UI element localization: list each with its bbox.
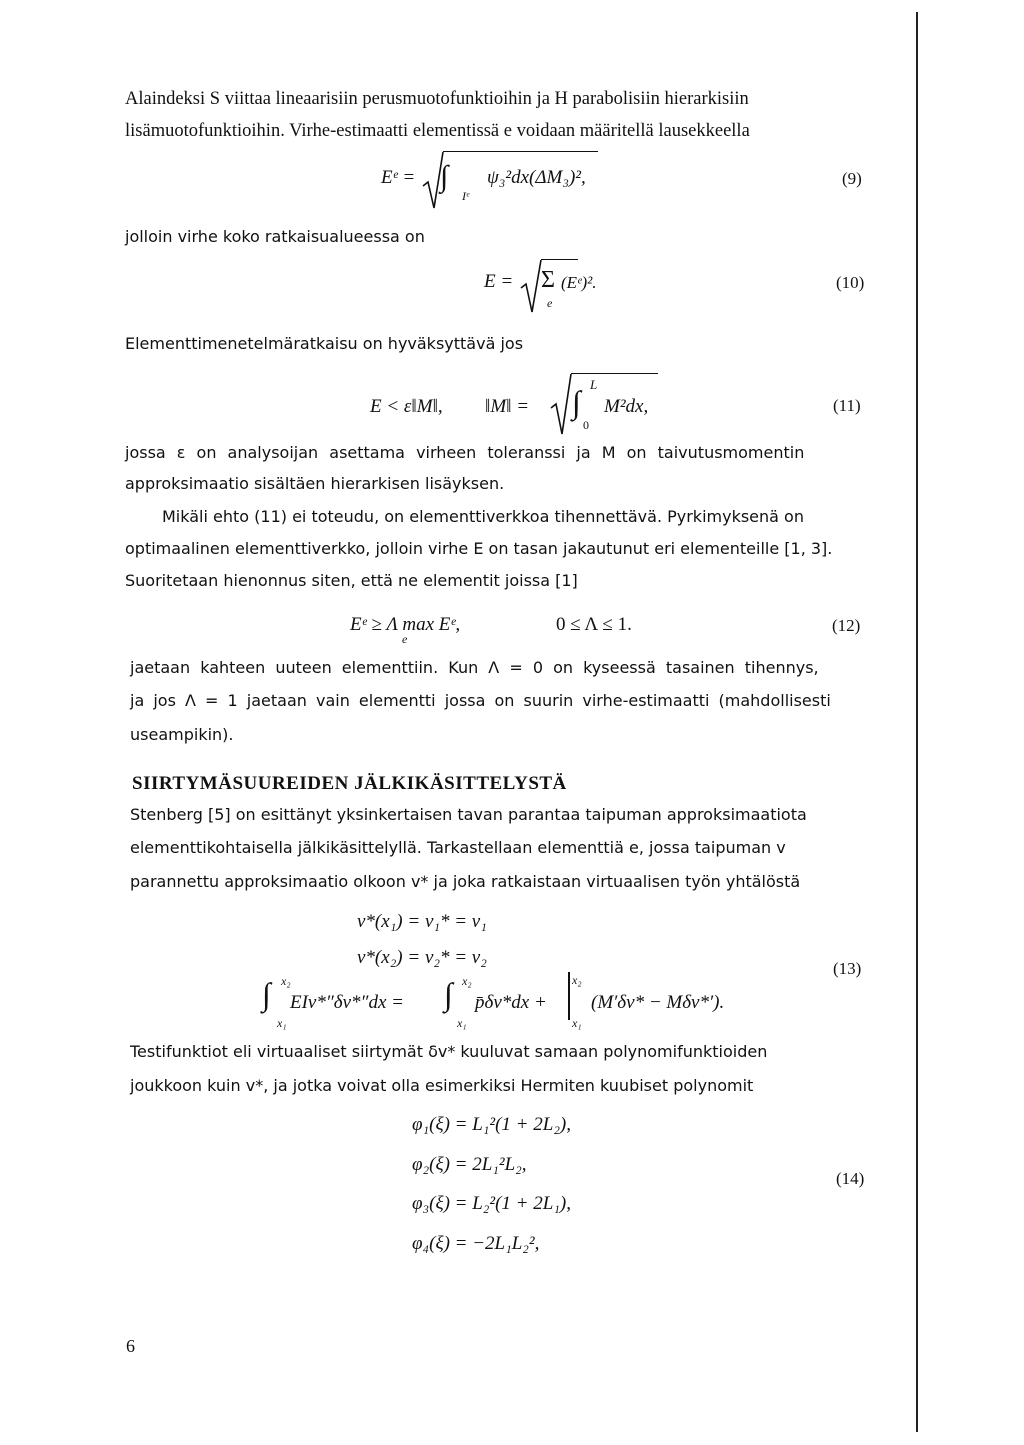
- eq13-bar-upper: x₂: [572, 973, 582, 987]
- eq11-part-a: E < ε‖M‖,: [370, 396, 443, 417]
- paragraph-line: useampikin).: [130, 725, 234, 744]
- paragraph-line: Mikäli ehto (11) ei toteudu, on elementtiverkkoa tihennettävä. Pyrkimyksenä on: [162, 507, 804, 526]
- paragraph-line: jaetaan kahteen uuteen elementtiin. Kun Λ = 0 on kyseessä tasainen tihennys,: [130, 658, 819, 677]
- page-number: 6: [126, 1336, 135, 1356]
- eq9-body: ψ₃²dx(ΔM₃)²,: [487, 167, 586, 188]
- eq13-line1: v*(x₁) = v₁* = v₁: [357, 911, 487, 932]
- eq14-line1: φ₁(ξ) = L₁²(1 + 2L₂),: [412, 1114, 571, 1135]
- eq11-radical: [550, 372, 572, 438]
- eq10-body: (Eᵉ)².: [561, 273, 597, 292]
- eq9-number: (9): [842, 169, 862, 188]
- paragraph-line: jolloin virhe koko ratkaisualueessa on: [125, 227, 425, 246]
- eq10-subscript: e: [547, 296, 553, 310]
- paragraph-line: Suoritetaan hienonnus siten, että ne elementit joissa [1]: [125, 571, 578, 590]
- eq14-line4: φ₄(ξ) = −2L₁L₂²,: [412, 1233, 540, 1254]
- eq10-lhs: E =: [484, 271, 514, 292]
- eq10-radical: [520, 258, 542, 316]
- eq14-line3: φ₃(ξ) = L₂²(1 + 2L₁),: [412, 1193, 571, 1214]
- eq11-vinculum: [571, 373, 658, 374]
- eq11-number: (11): [833, 396, 861, 415]
- paragraph-line: ja jos Λ = 1 jaetaan vain elementti jossa on suurin virhe-estimaatti (mahdollisesti: [130, 691, 831, 710]
- eq11-upper-limit: L: [590, 377, 598, 392]
- paragraph-line: approksimaatio sisältäen hierarkisen lisäyksen.: [125, 474, 505, 493]
- eq11-part-b: ‖M‖ =: [485, 396, 530, 417]
- eq9-vinculum: [443, 151, 598, 152]
- eq13-bar-lower: x₁: [572, 1016, 582, 1030]
- eq13-int2-upper: x₂: [462, 974, 472, 988]
- paragraph-line: Stenberg [5] on esittänyt yksinkertaisen tavan parantaa taipuman approksimaatiota: [130, 805, 807, 824]
- eq14-line2: φ₂(ξ) = 2L₁²L₂,: [412, 1154, 527, 1175]
- paragraph-line: Elementtimenetelmäratkaisu on hyväksyttävä jos: [125, 334, 524, 353]
- eq9-lhs: Eᵉ =: [381, 167, 416, 188]
- eq12-part-b: 0 ≤ Λ ≤ 1.: [556, 614, 632, 635]
- eq10-number: (10): [836, 273, 865, 292]
- eq10-vinculum: [541, 259, 578, 260]
- eq13-integral-2: ∫: [444, 976, 453, 1012]
- eq9-integral: ∫: [440, 160, 449, 193]
- paragraph-line: lisämuotofunktioihin. Virhe-estimaatti elementissä e voidaan määritellä lausekkeella: [125, 121, 750, 141]
- paragraph-line: parannettu approksimaatio olkoon v* ja joka ratkaistaan virtuaalisen työn yhtälöstä: [130, 872, 801, 891]
- paragraph-line: optimaalinen elementtiverkko, jolloin virhe E on tasan jakautunut eri elementeille [1, 3].: [125, 539, 833, 558]
- eq12-subscript: e: [402, 632, 408, 646]
- eq10-sum: Σ: [541, 267, 555, 293]
- eq11-lower-limit: 0: [583, 418, 589, 432]
- eq13-int2-lower: x₁: [457, 1016, 467, 1030]
- section-heading: SIIRTYMÄSUUREIDEN JÄLKIKÄSITTELYSTÄ: [132, 773, 567, 794]
- eq11-body: M²dx,: [604, 396, 649, 417]
- eq13-number: (13): [833, 959, 862, 978]
- eq13-middle: p̄δv*dx +: [475, 992, 547, 1013]
- eq13-rhs: (M′δv* − Mδv*′).: [591, 992, 725, 1013]
- paragraph-line: Alaindeksi S viittaa lineaarisiin perusmuotofunktioihin ja H parabolisiin hierarkisiin: [125, 89, 749, 109]
- eq11-integral: ∫: [572, 384, 581, 420]
- margin-rule: [916, 12, 918, 1432]
- eq13-int1-lower: x₁: [277, 1016, 287, 1030]
- eq13-lhs: EIv*″δv*″dx =: [290, 992, 404, 1013]
- eq13-integral-1: ∫: [262, 976, 271, 1012]
- eq12-part-a: Eᵉ ≥ Λ max Eᵉ,: [350, 614, 461, 635]
- paragraph-line: jossa ε on analysoijan asettama virheen toleranssi ja M on taivutusmomentin: [125, 443, 805, 462]
- paragraph-line: Testifunktiot eli virtuaaliset siirtymät δv* kuuluvat samaan polynomifunktioiden: [130, 1042, 768, 1061]
- paragraph-line: joukkoon kuin v*, ja jotka voivat olla esimerkiksi Hermiten kuubiset polynomit: [130, 1076, 754, 1095]
- eq9-subscript: Iᵉ: [462, 189, 470, 203]
- eq12-number: (12): [832, 616, 861, 635]
- eq13-int1-upper: x₂: [281, 974, 291, 988]
- eq13-line2: v*(x₂) = v₂* = v₂: [357, 947, 487, 968]
- eq14-number: (14): [836, 1169, 865, 1188]
- eq13-evaluation-bar: [568, 972, 570, 1020]
- paragraph-line: elementtikohtaisella jälkikäsittelyllä. Tarkastellaan elementtiä e, jossa taipuman v: [130, 838, 786, 857]
